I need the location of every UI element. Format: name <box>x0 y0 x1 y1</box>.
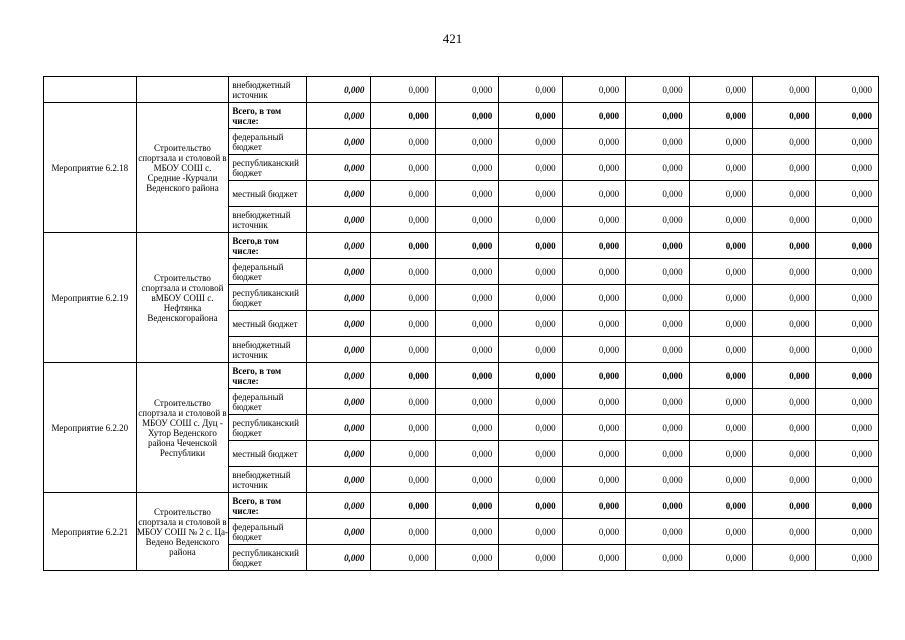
value-cell: 0,000 <box>816 493 879 519</box>
value-cell: 0,000 <box>306 545 370 571</box>
value-cell: 0,000 <box>753 363 816 389</box>
value-cell: 0,000 <box>626 233 689 259</box>
value-cell: 0,000 <box>816 259 879 285</box>
value-cell: 0,000 <box>435 103 498 129</box>
value-cell: 0,000 <box>816 519 879 545</box>
value-cell: 0,000 <box>689 493 752 519</box>
funding-source-cell: республиканский бюджет <box>229 155 307 181</box>
table-row <box>44 103 879 129</box>
budget-table <box>43 76 879 571</box>
value-cell: 0,000 <box>626 207 689 233</box>
value-cell: 0,000 <box>499 363 562 389</box>
value-cell: 0,000 <box>306 441 370 467</box>
value-cell: 0,000 <box>626 493 689 519</box>
funding-source-cell: внебюджетный источник <box>229 207 307 233</box>
value-cell: 0,000 <box>499 415 562 441</box>
value-cell: 0,000 <box>499 389 562 415</box>
table-row <box>44 363 879 389</box>
value-cell: 0,000 <box>306 207 370 233</box>
value-cell: 0,000 <box>371 311 435 337</box>
value-cell: 0,000 <box>371 207 435 233</box>
value-cell: 0,000 <box>371 129 435 155</box>
value-cell: 0,000 <box>371 181 435 207</box>
value-cell: 0,000 <box>816 285 879 311</box>
measure-cell <box>44 77 137 103</box>
value-cell: 0,000 <box>753 311 816 337</box>
value-cell: 0,000 <box>371 155 435 181</box>
value-cell: 0,000 <box>371 337 435 363</box>
value-cell: 0,000 <box>689 545 752 571</box>
value-cell: 0,000 <box>306 285 370 311</box>
value-cell: 0,000 <box>816 155 879 181</box>
value-cell: 0,000 <box>562 233 625 259</box>
value-cell: 0,000 <box>753 389 816 415</box>
table-body <box>44 77 879 571</box>
value-cell: 0,000 <box>562 545 625 571</box>
value-cell: 0,000 <box>626 77 689 103</box>
value-cell: 0,000 <box>306 415 370 441</box>
value-cell: 0,000 <box>435 337 498 363</box>
value-cell: 0,000 <box>435 389 498 415</box>
value-cell: 0,000 <box>371 233 435 259</box>
value-cell: 0,000 <box>499 311 562 337</box>
value-cell: 0,000 <box>816 467 879 493</box>
funding-source-cell: федеральный бюджет <box>229 129 307 155</box>
value-cell: 0,000 <box>816 311 879 337</box>
value-cell: 0,000 <box>371 519 435 545</box>
value-cell: 0,000 <box>816 389 879 415</box>
value-cell: 0,000 <box>371 103 435 129</box>
value-cell: 0,000 <box>562 181 625 207</box>
value-cell: 0,000 <box>371 415 435 441</box>
value-cell: 0,000 <box>435 259 498 285</box>
value-cell: 0,000 <box>753 441 816 467</box>
value-cell: 0,000 <box>626 363 689 389</box>
measure-cell: Мероприятие 6.2.19 <box>44 233 137 363</box>
value-cell: 0,000 <box>306 337 370 363</box>
description-cell <box>136 77 229 103</box>
table-row <box>44 233 879 259</box>
value-cell: 0,000 <box>371 493 435 519</box>
value-cell: 0,000 <box>499 233 562 259</box>
value-cell: 0,000 <box>371 259 435 285</box>
value-cell: 0,000 <box>689 519 752 545</box>
value-cell: 0,000 <box>306 129 370 155</box>
value-cell: 0,000 <box>689 181 752 207</box>
value-cell: 0,000 <box>562 441 625 467</box>
value-cell: 0,000 <box>753 519 816 545</box>
value-cell: 0,000 <box>626 181 689 207</box>
value-cell: 0,000 <box>562 103 625 129</box>
value-cell: 0,000 <box>306 467 370 493</box>
value-cell: 0,000 <box>435 415 498 441</box>
funding-source-cell: внебюджетный источник <box>229 337 307 363</box>
value-cell: 0,000 <box>435 519 498 545</box>
value-cell: 0,000 <box>626 129 689 155</box>
value-cell: 0,000 <box>435 207 498 233</box>
value-cell: 0,000 <box>435 467 498 493</box>
value-cell: 0,000 <box>689 207 752 233</box>
value-cell: 0,000 <box>753 129 816 155</box>
value-cell: 0,000 <box>753 259 816 285</box>
funding-source-cell: Всего,в том числе: <box>229 233 307 259</box>
value-cell: 0,000 <box>562 493 625 519</box>
value-cell: 0,000 <box>499 181 562 207</box>
value-cell: 0,000 <box>499 285 562 311</box>
funding-source-cell: федеральный бюджет <box>229 519 307 545</box>
value-cell: 0,000 <box>435 129 498 155</box>
value-cell: 0,000 <box>435 441 498 467</box>
value-cell: 0,000 <box>562 129 625 155</box>
funding-source-cell: республиканский бюджет <box>229 285 307 311</box>
measure-cell: Мероприятие 6.2.20 <box>44 363 137 493</box>
value-cell: 0,000 <box>816 233 879 259</box>
value-cell: 0,000 <box>626 467 689 493</box>
value-cell: 0,000 <box>371 389 435 415</box>
value-cell: 0,000 <box>689 77 752 103</box>
value-cell: 0,000 <box>562 259 625 285</box>
value-cell: 0,000 <box>753 545 816 571</box>
value-cell: 0,000 <box>689 363 752 389</box>
value-cell: 0,000 <box>306 77 370 103</box>
value-cell: 0,000 <box>562 337 625 363</box>
value-cell: 0,000 <box>626 545 689 571</box>
measure-cell: Мероприятие 6.2.21 <box>44 493 137 571</box>
value-cell: 0,000 <box>753 233 816 259</box>
value-cell: 0,000 <box>306 103 370 129</box>
description-cell: Строительство спортзала и столовой вМБОУ СОШ с. Нефтянка Веденскогорайона <box>136 233 229 363</box>
value-cell: 0,000 <box>499 155 562 181</box>
value-cell: 0,000 <box>562 467 625 493</box>
value-cell: 0,000 <box>689 155 752 181</box>
value-cell: 0,000 <box>689 259 752 285</box>
value-cell: 0,000 <box>435 181 498 207</box>
table-row <box>44 77 879 103</box>
value-cell: 0,000 <box>816 337 879 363</box>
value-cell: 0,000 <box>816 181 879 207</box>
value-cell: 0,000 <box>306 155 370 181</box>
value-cell: 0,000 <box>562 363 625 389</box>
value-cell: 0,000 <box>562 155 625 181</box>
value-cell: 0,000 <box>499 337 562 363</box>
value-cell: 0,000 <box>626 441 689 467</box>
value-cell: 0,000 <box>626 519 689 545</box>
funding-source-cell: Всего, в том числе: <box>229 493 307 519</box>
value-cell: 0,000 <box>499 467 562 493</box>
value-cell: 0,000 <box>306 389 370 415</box>
value-cell: 0,000 <box>499 259 562 285</box>
page-number: 421 <box>442 31 463 46</box>
value-cell: 0,000 <box>753 337 816 363</box>
value-cell: 0,000 <box>306 363 370 389</box>
value-cell: 0,000 <box>626 389 689 415</box>
value-cell: 0,000 <box>562 389 625 415</box>
value-cell: 0,000 <box>499 519 562 545</box>
value-cell: 0,000 <box>753 155 816 181</box>
value-cell: 0,000 <box>499 441 562 467</box>
value-cell: 0,000 <box>816 207 879 233</box>
value-cell: 0,000 <box>753 77 816 103</box>
funding-source-cell: республиканский бюджет <box>229 545 307 571</box>
value-cell: 0,000 <box>626 311 689 337</box>
value-cell: 0,000 <box>371 77 435 103</box>
value-cell: 0,000 <box>689 337 752 363</box>
value-cell: 0,000 <box>816 103 879 129</box>
value-cell: 0,000 <box>435 155 498 181</box>
value-cell: 0,000 <box>753 467 816 493</box>
value-cell: 0,000 <box>689 311 752 337</box>
value-cell: 0,000 <box>371 467 435 493</box>
value-cell: 0,000 <box>562 519 625 545</box>
value-cell: 0,000 <box>816 545 879 571</box>
funding-source-cell: местный бюджет <box>229 311 307 337</box>
value-cell: 0,000 <box>435 285 498 311</box>
value-cell: 0,000 <box>753 285 816 311</box>
value-cell: 0,000 <box>689 103 752 129</box>
funding-source-cell: внебюджетный источник <box>229 467 307 493</box>
value-cell: 0,000 <box>499 207 562 233</box>
value-cell: 0,000 <box>816 441 879 467</box>
value-cell: 0,000 <box>816 129 879 155</box>
value-cell: 0,000 <box>626 415 689 441</box>
funding-source-cell: Всего, в том числе: <box>229 363 307 389</box>
funding-source-cell: местный бюджет <box>229 441 307 467</box>
description-cell: Строительство спортзала и столовой в МБОУ СОШ с. Дуц - Хутор Веденского района Чеченской Республики <box>136 363 229 493</box>
value-cell: 0,000 <box>753 493 816 519</box>
value-cell: 0,000 <box>816 363 879 389</box>
value-cell: 0,000 <box>306 259 370 285</box>
value-cell: 0,000 <box>689 389 752 415</box>
table-row <box>44 493 879 519</box>
value-cell: 0,000 <box>371 441 435 467</box>
funding-source-cell: республиканский бюджет <box>229 415 307 441</box>
value-cell: 0,000 <box>499 103 562 129</box>
value-cell: 0,000 <box>435 77 498 103</box>
description-cell: Строительство спортзала и столовой в МБОУ СОШ № 2 с. Ца-Ведено Веденского района <box>136 493 229 571</box>
value-cell: 0,000 <box>499 493 562 519</box>
value-cell: 0,000 <box>371 545 435 571</box>
funding-source-cell: Всего, в том числе: <box>229 103 307 129</box>
value-cell: 0,000 <box>499 129 562 155</box>
value-cell: 0,000 <box>689 441 752 467</box>
value-cell: 0,000 <box>306 519 370 545</box>
value-cell: 0,000 <box>562 415 625 441</box>
value-cell: 0,000 <box>689 415 752 441</box>
value-cell: 0,000 <box>753 415 816 441</box>
value-cell: 0,000 <box>562 77 625 103</box>
measure-cell: Мероприятие 6.2.18 <box>44 103 137 233</box>
value-cell: 0,000 <box>753 181 816 207</box>
value-cell: 0,000 <box>626 337 689 363</box>
funding-source-cell: федеральный бюджет <box>229 389 307 415</box>
value-cell: 0,000 <box>435 233 498 259</box>
value-cell: 0,000 <box>689 129 752 155</box>
value-cell: 0,000 <box>626 155 689 181</box>
value-cell: 0,000 <box>371 363 435 389</box>
value-cell: 0,000 <box>435 545 498 571</box>
value-cell: 0,000 <box>499 545 562 571</box>
value-cell: 0,000 <box>371 285 435 311</box>
value-cell: 0,000 <box>435 311 498 337</box>
value-cell: 0,000 <box>753 103 816 129</box>
funding-source-cell: внебюджетный источник <box>229 77 307 103</box>
value-cell: 0,000 <box>626 259 689 285</box>
value-cell: 0,000 <box>562 311 625 337</box>
value-cell: 0,000 <box>689 233 752 259</box>
funding-source-cell: федеральный бюджет <box>229 259 307 285</box>
value-cell: 0,000 <box>499 77 562 103</box>
value-cell: 0,000 <box>689 467 752 493</box>
description-cell: Строительство спортзала и столовой в МБОУ СОШ с. Средние -Курчали Веденского района <box>136 103 229 233</box>
value-cell: 0,000 <box>626 103 689 129</box>
value-cell: 0,000 <box>306 493 370 519</box>
funding-source-cell: местный бюджет <box>229 181 307 207</box>
value-cell: 0,000 <box>435 493 498 519</box>
value-cell: 0,000 <box>689 285 752 311</box>
value-cell: 0,000 <box>816 77 879 103</box>
value-cell: 0,000 <box>816 415 879 441</box>
value-cell: 0,000 <box>753 207 816 233</box>
value-cell: 0,000 <box>306 181 370 207</box>
value-cell: 0,000 <box>306 311 370 337</box>
value-cell: 0,000 <box>435 363 498 389</box>
value-cell: 0,000 <box>562 285 625 311</box>
value-cell: 0,000 <box>626 285 689 311</box>
value-cell: 0,000 <box>562 207 625 233</box>
value-cell: 0,000 <box>306 233 370 259</box>
